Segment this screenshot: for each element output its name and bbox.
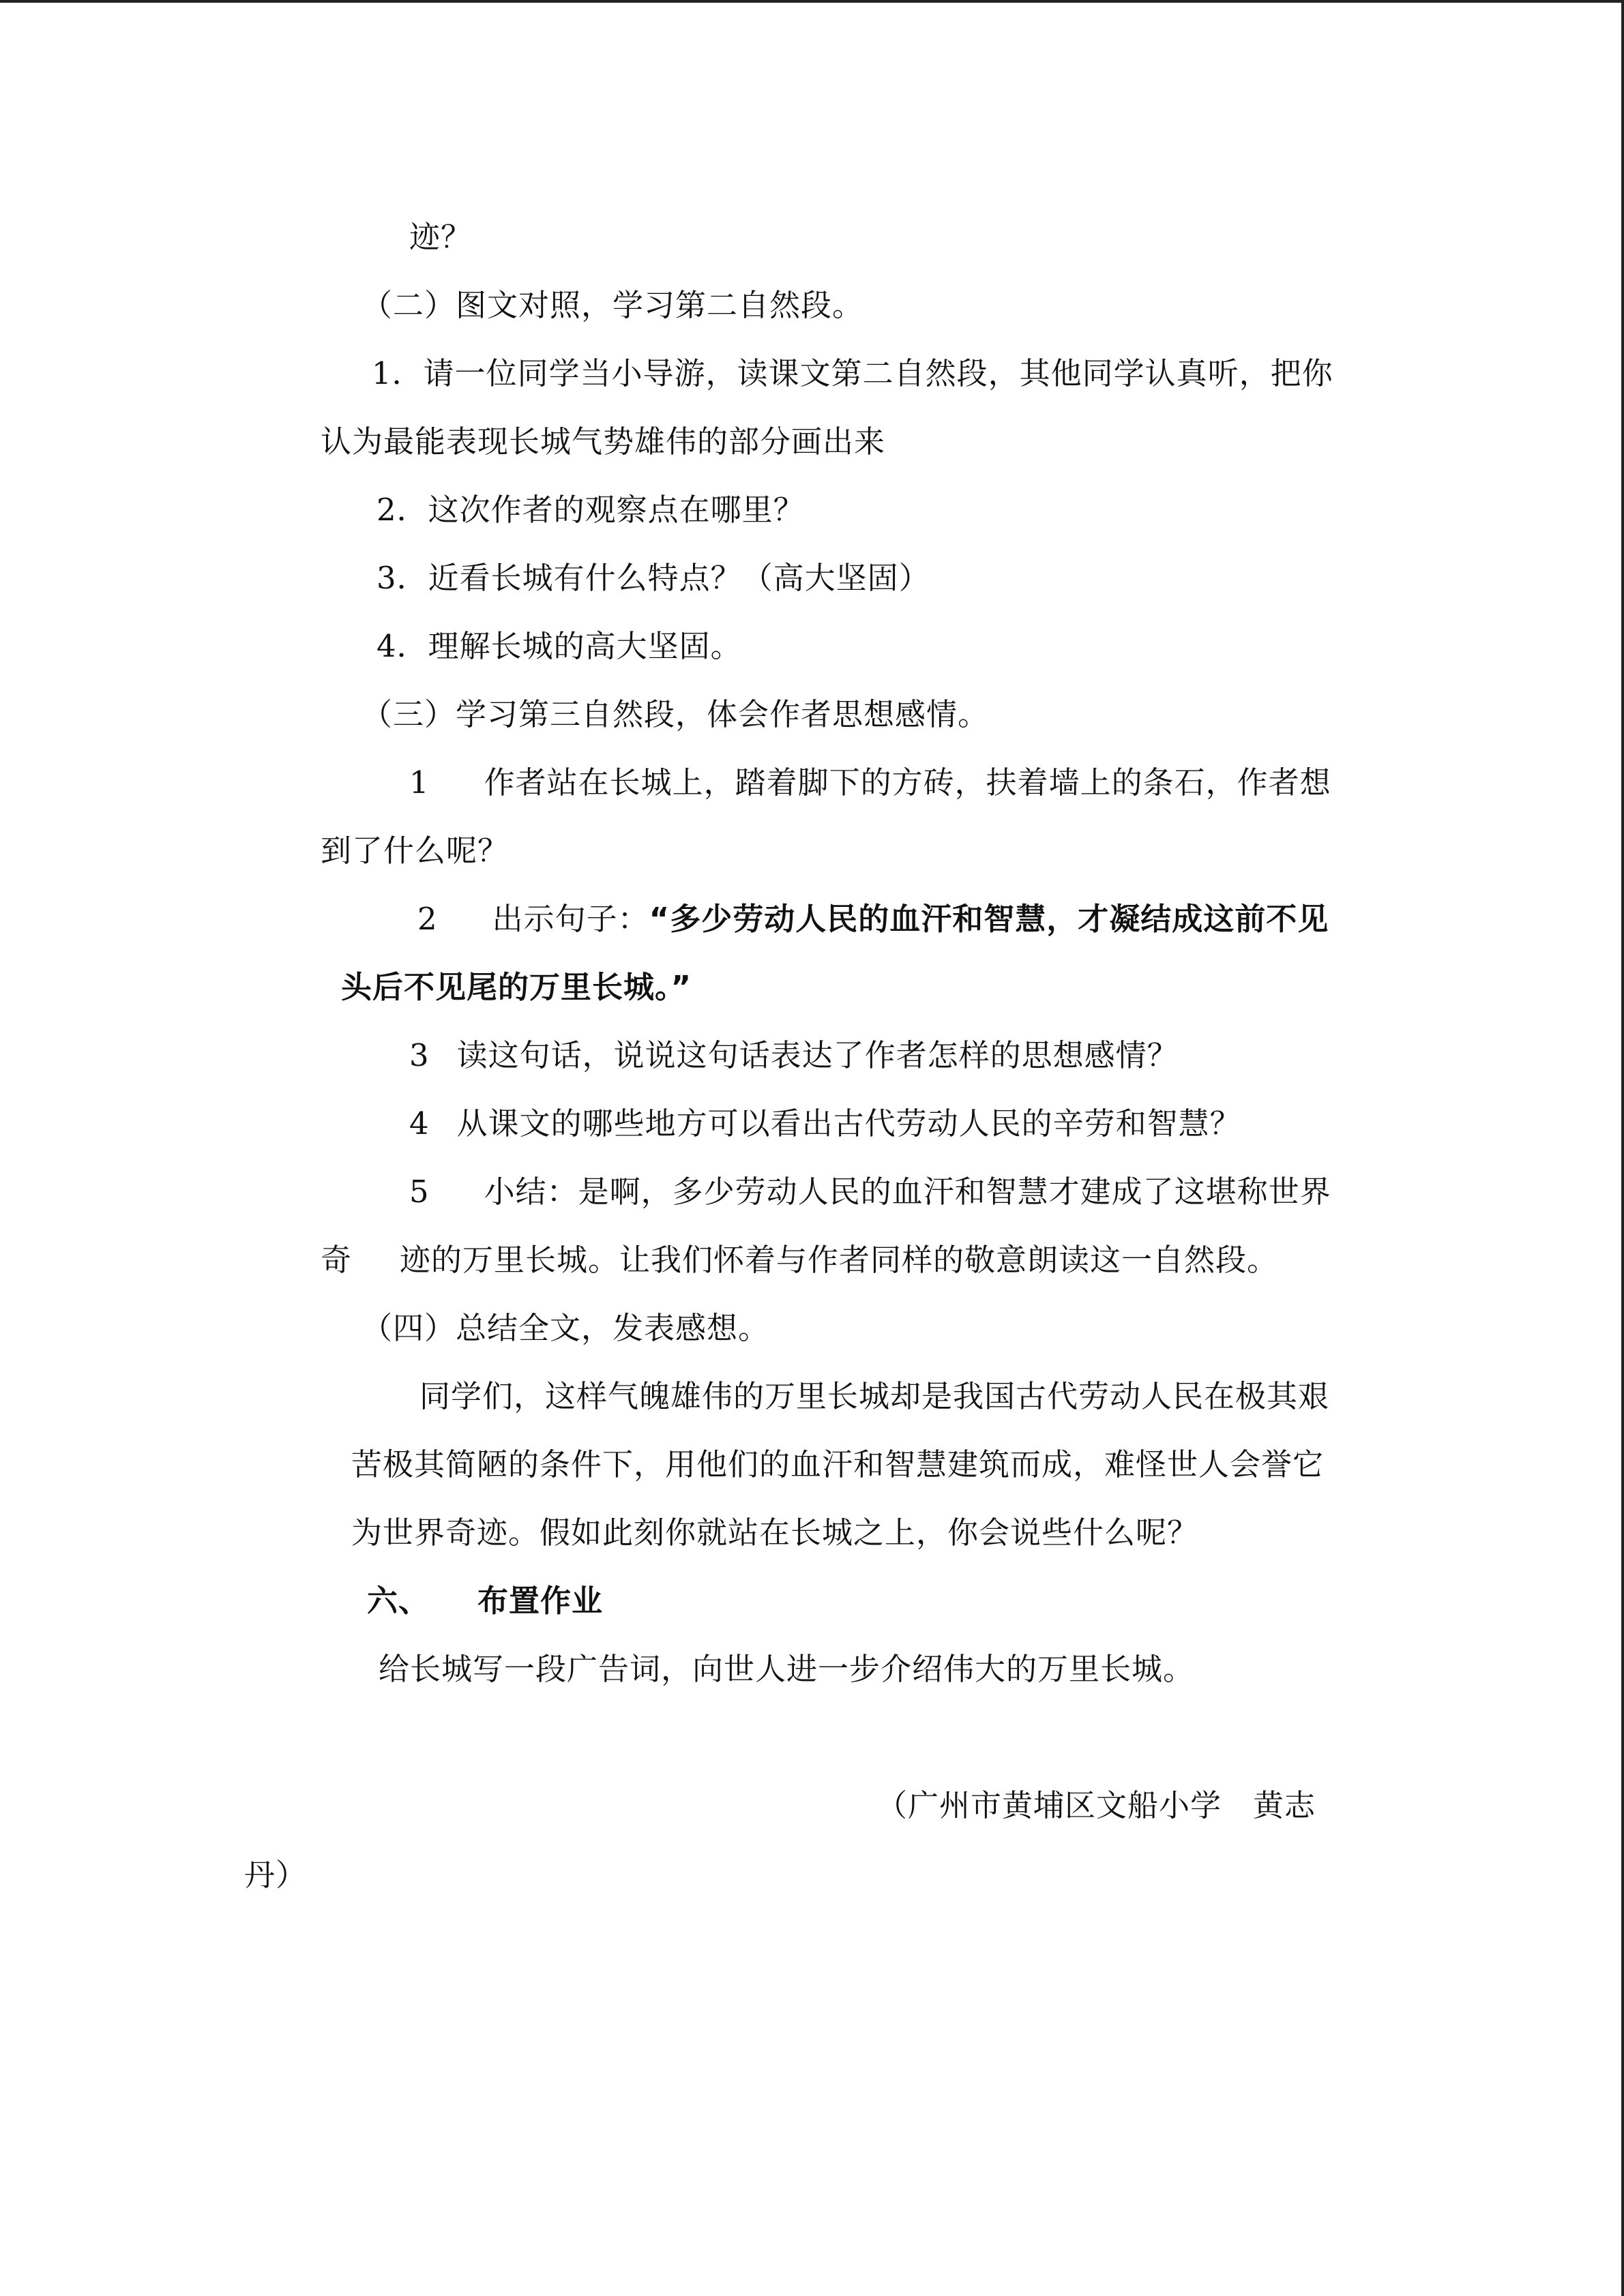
quoted-sentence-continued: 头后不见尾的万里长城。” — [341, 969, 692, 1005]
text-line-7: 4．理解长城的高大坚固。 — [377, 628, 742, 664]
heading-text: 布置作业 — [477, 1583, 604, 1619]
text-line-19: 苦极其简陋的条件下，用他们的血汗和智慧建筑而成，难怪世人会誉它 — [351, 1446, 1325, 1482]
text-line-22: 给长城写一段广告词，向世人进一步介绍伟大的万里长城。 — [379, 1651, 1195, 1687]
text-fragment: 迹的万里长城。让我们怀着与作者同样的敬意朗读这一自然段。 — [400, 1242, 1279, 1278]
section-heading-4: （四）总结全文，发表感想。 — [361, 1310, 770, 1346]
text-line-9 — [409, 762, 1331, 803]
text-line-13 — [409, 1035, 1179, 1076]
page-border-right — [1621, 0, 1624, 2296]
section-heading-2: （二）图文对照，学习第二自然段。 — [361, 287, 864, 323]
item-number: 1 — [409, 764, 430, 801]
heading-number: 六、 — [367, 1583, 430, 1619]
text-line-10: 到了什么呢？ — [321, 833, 510, 869]
section-heading-3: （三）学习第三自然段，体会作者思想感情。 — [361, 696, 990, 732]
item-text: 作者站在长城上，踏着脚下的方砖，扶着墙上的条石，作者想 — [484, 764, 1331, 801]
item-number: 5 — [409, 1174, 430, 1210]
text-line-20: 为世界奇迹。假如此刻你就站在长城之上，你会说些什么呢？ — [351, 1515, 1199, 1551]
item-text: 小结：是啊，多少劳动人民的血汗和智慧才建成了这堪称世界 — [484, 1174, 1331, 1210]
item-number: 2 — [417, 901, 438, 937]
text-line-3: 1．请一位同学当小导游，读课文第二自然段，其他同学认真听，把你 — [372, 355, 1333, 391]
item-number: 4 — [409, 1105, 430, 1142]
item-number: 3 — [409, 1037, 430, 1073]
text-line-6: 3．近看长城有什么特点？（高大坚固） — [377, 560, 930, 596]
text-line-14 — [409, 1103, 1241, 1144]
author-attribution-continued: 丹） — [244, 1857, 308, 1893]
quoted-sentence: “多少劳动人民的血汗和智慧，才凝结成这前不见 — [649, 901, 1329, 937]
text-fragment: 奇 — [321, 1242, 353, 1278]
section-heading-6 — [367, 1581, 603, 1622]
text-line-15 — [409, 1172, 1331, 1212]
text-line-5: 2．这次作者的观察点在哪里？ — [377, 492, 805, 528]
text-line-11 — [417, 899, 1329, 940]
item-text: 从课文的哪些地方可以看出古代劳动人民的辛劳和智慧？ — [456, 1105, 1241, 1142]
author-attribution: （广州市黄埔区文船小学 黄志 — [876, 1787, 1316, 1823]
item-text: 读这句话，说说这句话表达了作者怎样的思想感情？ — [456, 1037, 1179, 1073]
text-line-16 — [321, 1240, 1278, 1281]
item-text: 出示句子： — [492, 901, 649, 937]
text-line-18: 同学们，这样气魄雄伟的万里长城却是我国古代劳动人民在极其艰 — [419, 1378, 1330, 1414]
text-line-1: 迹？ — [409, 219, 473, 255]
page-border-top — [0, 0, 1624, 3]
text-line-4: 认为最能表现长城气势雄伟的部分画出来 — [321, 423, 886, 460]
